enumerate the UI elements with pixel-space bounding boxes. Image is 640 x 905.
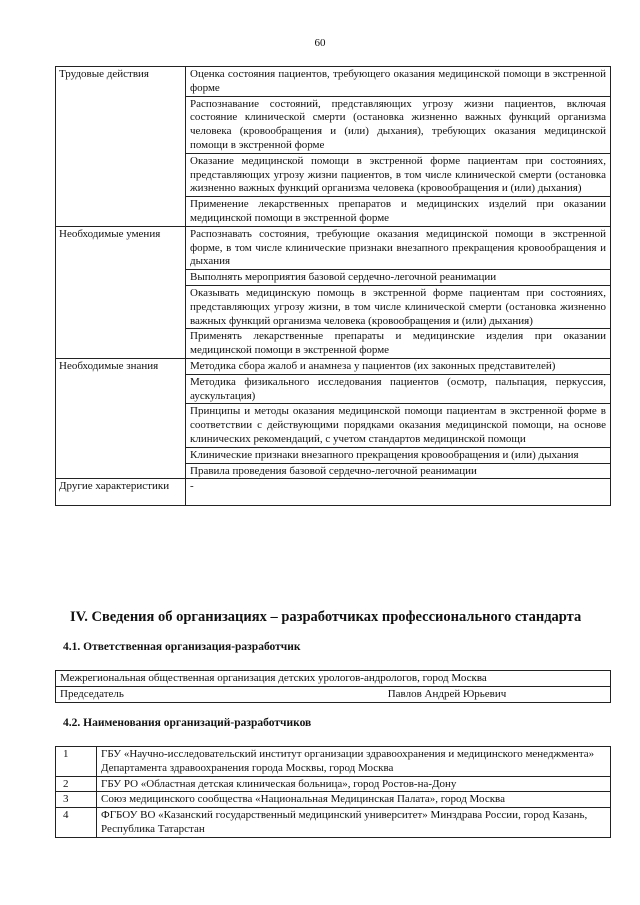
page-number: 60 (314, 37, 326, 49)
row-number: 4 (56, 808, 97, 838)
organization-name: ГБУ «Научно-исследовательский институт организации здравоохранения и медицинского менеджмента» Департамента здравоохранения города Москвы, город Москва (97, 747, 611, 777)
developers-table (55, 746, 611, 838)
table-cell: - (186, 479, 611, 506)
table-cell: Методика сбора жалоб и анамнеза у пациентов (их законных представителей) (186, 358, 611, 374)
table-cell: Правила проведения базовой сердечно-легочной реанимации (186, 463, 611, 479)
table-cell: Принципы и методы оказания медицинской помощи пациентам в экстренной форме в соответствии с действующими порядками оказания медицинской помощи, на основе клинических рекомендаций, с учетом стандартов медицинской помощи (186, 404, 611, 447)
table-row (56, 776, 611, 792)
table-row (56, 226, 611, 269)
table-row (56, 808, 611, 838)
table-cell: Распознавать состояния, требующие оказания медицинской помощи в экстренной форме, в том числе клинические признаки внезапного прекращения кровообращения и дыхания (186, 226, 611, 269)
row-number: 3 (56, 792, 97, 808)
organization-cell: Межрегиональная общественная организация детских урологов-андрологов, город Москва (56, 671, 611, 687)
table-cell: Распознавание состояний, представляющих угрозу жизни пациентов, включая состояние клинической смерти (остановка жизненно важных функций организма человека (кровообращения и (или) дыхания), требующих оказания медицинской помощи в экстренной форме (186, 96, 611, 153)
table-row (56, 479, 611, 506)
table-row (56, 358, 611, 374)
chair-name: Павлов Андрей Юрьевич (284, 687, 611, 703)
category-cell: Другие характеристики (56, 479, 186, 506)
responsible-table (55, 670, 611, 703)
chair-label: Председатель (56, 687, 285, 703)
organization-name: ГБУ РО «Областная детская клиническая больница», город Ростов-на-Дону (97, 776, 611, 792)
table-cell: Клинические признаки внезапного прекращения кровообращения и (или) дыхания (186, 447, 611, 463)
row-number: 2 (56, 776, 97, 792)
table-cell: Оценка состояния пациентов, требующего оказания медицинской помощи в экстренной форме (186, 67, 611, 97)
table-cell: Применять лекарственные препараты и медицинские изделия при оказании медицинской помощи в экстренной форме (186, 329, 611, 359)
organization-name: ФГБОУ ВО «Казанский государственный медицинский университет» Минздрава России, город Казань, Республика Татарстан (97, 808, 611, 838)
table-row (56, 792, 611, 808)
table-row (56, 687, 611, 703)
developers-heading: 4.2. Наименования организаций-разработчиков (63, 717, 312, 729)
category-cell: Трудовые действия (56, 67, 186, 227)
category-cell: Необходимые знания (56, 358, 186, 478)
category-cell: Необходимые умения (56, 226, 186, 358)
labor-functions-table (55, 66, 611, 506)
responsible-heading: 4.1. Ответственная организация-разработчик (63, 641, 301, 653)
table-row (56, 747, 611, 777)
row-number: 1 (56, 747, 97, 777)
table-row (56, 671, 611, 687)
table-cell: Оказание медицинской помощи в экстренной форме пациентам при состояниях, представляющих угрозу жизни пациентов, в том числе клинической смерти (остановка жизненно важных функций организма человека (кровообращения и (или) дыхания) (186, 153, 611, 196)
organization-name: Союз медицинского сообщества «Национальная Медицинская Палата», город Москва (97, 792, 611, 808)
table-cell: Методика физикального исследования пациентов (осмотр, пальпация, перкуссия, аускультация) (186, 374, 611, 404)
table-row (56, 67, 611, 97)
table-cell: Применение лекарственных препаратов и медицинских изделий при оказании медицинской помощи в экстренной форме (186, 197, 611, 227)
table-cell: Оказывать медицинскую помощь в экстренной форме пациентам при состояниях, представляющих угрозу жизни, в том числе клинической смерти (остановка жизненно важных функций организма человека (кровообращения и (или) дыхания) (186, 285, 611, 328)
table-cell: Выполнять мероприятия базовой сердечно-легочной реанимации (186, 270, 611, 286)
section-heading: IV. Сведения об организациях – разработчиках профессионального стандарта (70, 609, 582, 625)
